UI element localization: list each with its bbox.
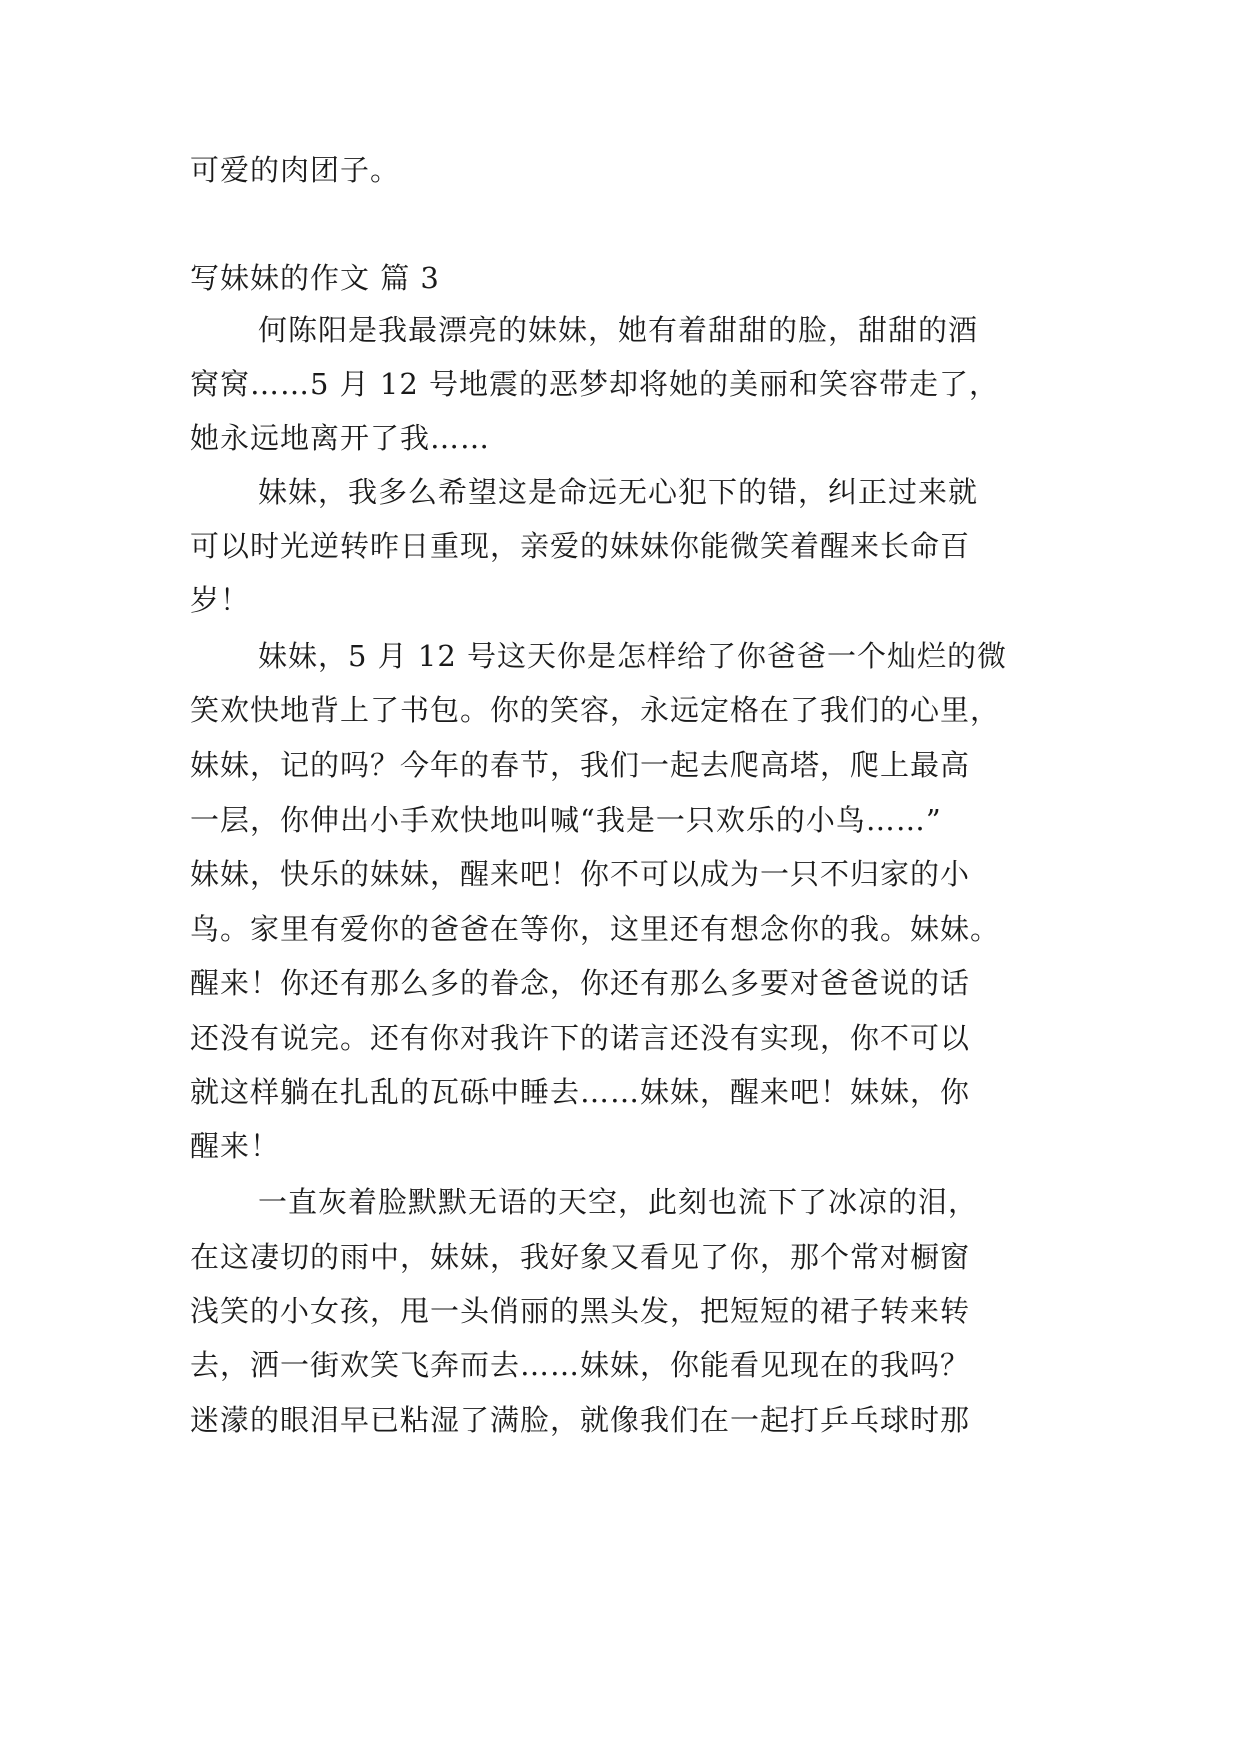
paragraph-3-line-4: 一层，你伸出小手欢快地叫喊“我是一只欢乐的小鸟……” (190, 803, 942, 837)
paragraph-4-line-4: 去，洒一街欢笑飞奔而去……妹妹，你能看见现在的我吗？ (190, 1348, 971, 1382)
paragraph-3-line-10: 醒来！ (190, 1129, 281, 1163)
paragraph-3-line-7: 醒来！你还有那么多的眷念，你还有那么多要对爸爸说的话 (190, 966, 971, 1000)
paragraph-3-line-9: 就这样躺在扎乱的瓦砾中睡去……妹妹，醒来吧！妹妹，你 (190, 1075, 971, 1109)
paragraph-2-line-2: 可以时光逆转昨日重现，亲爱的妹妹你能微笑着醒来长命百 (190, 529, 971, 563)
paragraph-3-line-8: 还没有说完。还有你对我许下的诺言还没有实现，你不可以 (190, 1021, 971, 1055)
paragraph-3-line-2: 笑欢快地背上了书包。你的笑容，永远定格在了我们的心里， (190, 693, 1001, 727)
paragraph-1-line-3: 她永远地离开了我…… (190, 421, 491, 455)
paragraph-3-line-6: 鸟。家里有爱你的爸爸在等你，这里还有想念你的我。妹妹。 (190, 912, 1001, 946)
paragraph-4-line-1: 一直灰着脸默默无语的天空，此刻也流下了冰凉的泪， (258, 1185, 979, 1219)
paragraph-3-line-1: 妹妹，5 月 12 号这天你是怎样给了你爸爸一个灿烂的微 (258, 639, 1008, 673)
paragraph-1-line-2: 窝窝……5 月 12 号地震的恶梦却将她的美丽和笑容带走了， (190, 367, 1000, 401)
section-heading: 写妹妹的作文 篇 3 (190, 261, 440, 295)
paragraph-4-line-3: 浅笑的小女孩，甩一头俏丽的黑头发，把短短的裙子转来转 (190, 1294, 971, 1328)
paragraph-4-line-2: 在这凄切的雨中，妹妹，我好象又看见了你，那个常对橱窗 (190, 1240, 971, 1274)
paragraph-1-line-1: 何陈阳是我最漂亮的妹妹，她有着甜甜的脸，甜甜的酒 (258, 313, 979, 347)
paragraph-2-line-1: 妹妹，我多么希望这是命远无心犯下的错，纠正过来就 (258, 475, 979, 509)
paragraph-3-line-5: 妹妹，快乐的妹妹，醒来吧！你不可以成为一只不归家的小 (190, 857, 971, 891)
previous-section-tail: 可爱的肉团子。 (190, 153, 401, 187)
paragraph-4-line-5: 迷濛的眼泪早已粘湿了满脸，就像我们在一起打乒乓球时那 (190, 1403, 971, 1437)
paragraph-3-line-3: 妹妹，记的吗？今年的春节，我们一起去爬高塔，爬上最高 (190, 748, 971, 782)
paragraph-2-line-3: 岁！ (190, 583, 251, 617)
